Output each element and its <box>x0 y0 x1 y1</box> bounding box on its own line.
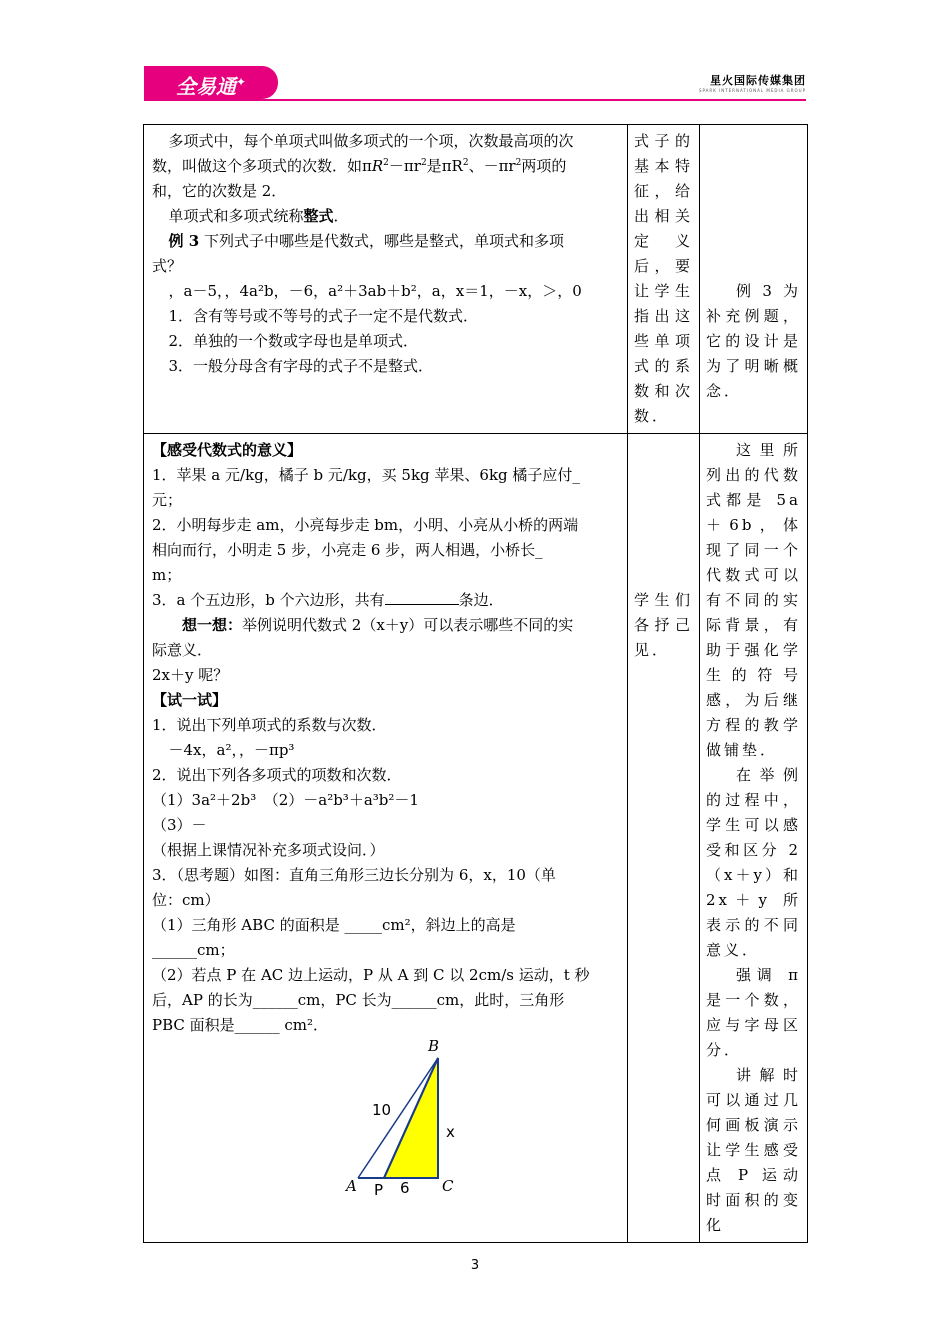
example-3-cont: 式？ <box>152 257 183 275</box>
intent-p2: 在举例的过程中，学生可以感受和区分 2（x＋y）和 2x＋y 所表示的不同意义． <box>706 766 801 959</box>
note-2: 2．单独的一个数或字母也是单项式． <box>168 332 419 350</box>
label-b: B <box>428 1037 440 1055</box>
label-10: 10 <box>372 1101 392 1119</box>
definition-degree: 和，它的次数是 2． <box>152 182 287 200</box>
publisher-brand <box>699 72 806 93</box>
student-activity-cell: 式子的基本特征，给出相关定 义后，要让学生指出这些单项式的系数和次数． <box>628 125 700 434</box>
section-heading: 【感受代数式的意义】 <box>152 441 303 459</box>
intent-p3: 强调 π 是一个数，应与字母区分． <box>706 966 801 1059</box>
think-prompt-cont: 际意义． <box>152 641 213 659</box>
try-2-note: （根据上课情况补充多项式设问．） <box>152 841 385 859</box>
content-cell <box>144 434 628 1243</box>
think-prompt-end: 2x＋y 呢？ <box>152 666 229 684</box>
design-intent-cell <box>700 434 808 1243</box>
try-1: 1．说出下列单项式的系数与次数． <box>152 716 387 734</box>
design-intent-cell: 例 3 为补充例题，它的设计是为了明晰概念． <box>700 125 808 434</box>
label-c: C <box>442 1177 454 1195</box>
try-2-items: （1）3a²＋2b³ （2）－a²b³＋a³b²－1 <box>152 791 419 809</box>
question-1-cont: 元； <box>152 491 183 509</box>
publisher-name-en: SPARK INTERNATIONAL MEDIA GROUP <box>698 88 806 93</box>
try-3-part1: （1）三角形 ABC 的面积是 _____cm²，斜边上的高是 <box>152 916 516 934</box>
publisher-name: 星火国际传媒集团 <box>710 74 806 87</box>
definition-text: 多项式中，每个单项式叫做多项式的一个项，次数最高项的次 <box>168 132 574 150</box>
try-3-part2-end: PBC 面积是______ cm²． <box>152 1016 329 1034</box>
question-1: 1．苹果 a 元/kg，橘子 b 元/kg，买 5kg 苹果、6kg 橘子应付_ <box>152 466 580 484</box>
try-3: 3．（思考题）如图：直角三角形三边长分别为 6，x，10（单 <box>152 866 556 884</box>
question-2: 2．小明每步走 am，小亮每步走 bm，小明、小亮从小桥的两端 <box>152 516 579 534</box>
header-divider <box>144 99 806 101</box>
question-3: 3．a 个五边形，b 个六边形，共有 条边． <box>152 591 504 609</box>
example-expressions: ，a－5，，4a²b，－6，a²＋3ab＋b²，a，x＝1，－x，＞，0 <box>168 282 582 300</box>
triangle-figure <box>152 1038 636 1208</box>
try-3-part1-cont: ______cm； <box>152 941 235 959</box>
label-x: x <box>446 1123 455 1141</box>
example-3: 例 3 下列式子中哪些是代数式，哪些是整式，单项式和多项 <box>168 232 564 250</box>
think-prompt: 想一想：举例说明代数式 2（x＋y）可以表示哪些不同的实 <box>182 616 574 634</box>
try-1-items: －4x，a²，，－πp³ <box>168 741 295 759</box>
table-row <box>144 434 808 1243</box>
definition-text-cont: 数，叫做这个多项式的次数．如$\pi R^2-\pi r^2$是$\pi R^2$、$-\pi r^2$两项的 <box>152 157 567 175</box>
integral-definition: 单项式和多项式统称整式． <box>168 207 349 225</box>
note-1: 1．含有等号或不等号的式子一定不是代数式． <box>168 307 479 325</box>
triangle-diagram <box>152 1038 636 1208</box>
label-a: A <box>346 1177 357 1195</box>
intent-p4: 讲解时可以通过几何画板演示让学生感受点 P 运动时面积的变化 <box>706 1066 801 1234</box>
try-2: 2．说出下列各多项式的项数和次数． <box>152 766 402 784</box>
try-3-part2: （2）若点 P 在 AC 边上运动，P 从 A 到 C 以 2cm/s 运动，t 秒 <box>152 966 590 984</box>
page-number: 3 <box>470 1258 480 1273</box>
table-row <box>144 125 808 434</box>
try-3-unit: 位：cm） <box>152 891 220 909</box>
label-p: P <box>374 1181 384 1199</box>
lesson-table <box>143 124 808 1243</box>
try-3-part2-cont: 后，AP 的长为______cm，PC 长为______cm，此时，三角形 <box>152 991 565 1009</box>
label-6: 6 <box>400 1179 410 1197</box>
sparkle-icon: ✦ <box>235 75 247 89</box>
content-cell <box>144 125 628 434</box>
question-2-end: m； <box>152 566 182 584</box>
question-2-cont: 相向而行，小明走 5 步，小亮走 6 步，两人相遇，小桥长_ <box>152 541 543 559</box>
brand-logo: 全易通✦ <box>144 66 278 99</box>
section-heading-try: 【试一试】 <box>152 691 228 709</box>
page-header <box>0 0 950 110</box>
student-activity-cell: 学生们各抒己见． <box>628 434 700 1243</box>
intent-p1: 这里所列出的代数式都是 5a＋6b，体现了同一个代数式可以有不同的实际背景，有助于强化学生的符号感，为后继方程的教学做铺垫． <box>706 441 801 759</box>
note-3: 3．一般分母含有字母的式子不是整式． <box>168 357 434 375</box>
try-2-item3: （3）－ <box>152 816 207 834</box>
